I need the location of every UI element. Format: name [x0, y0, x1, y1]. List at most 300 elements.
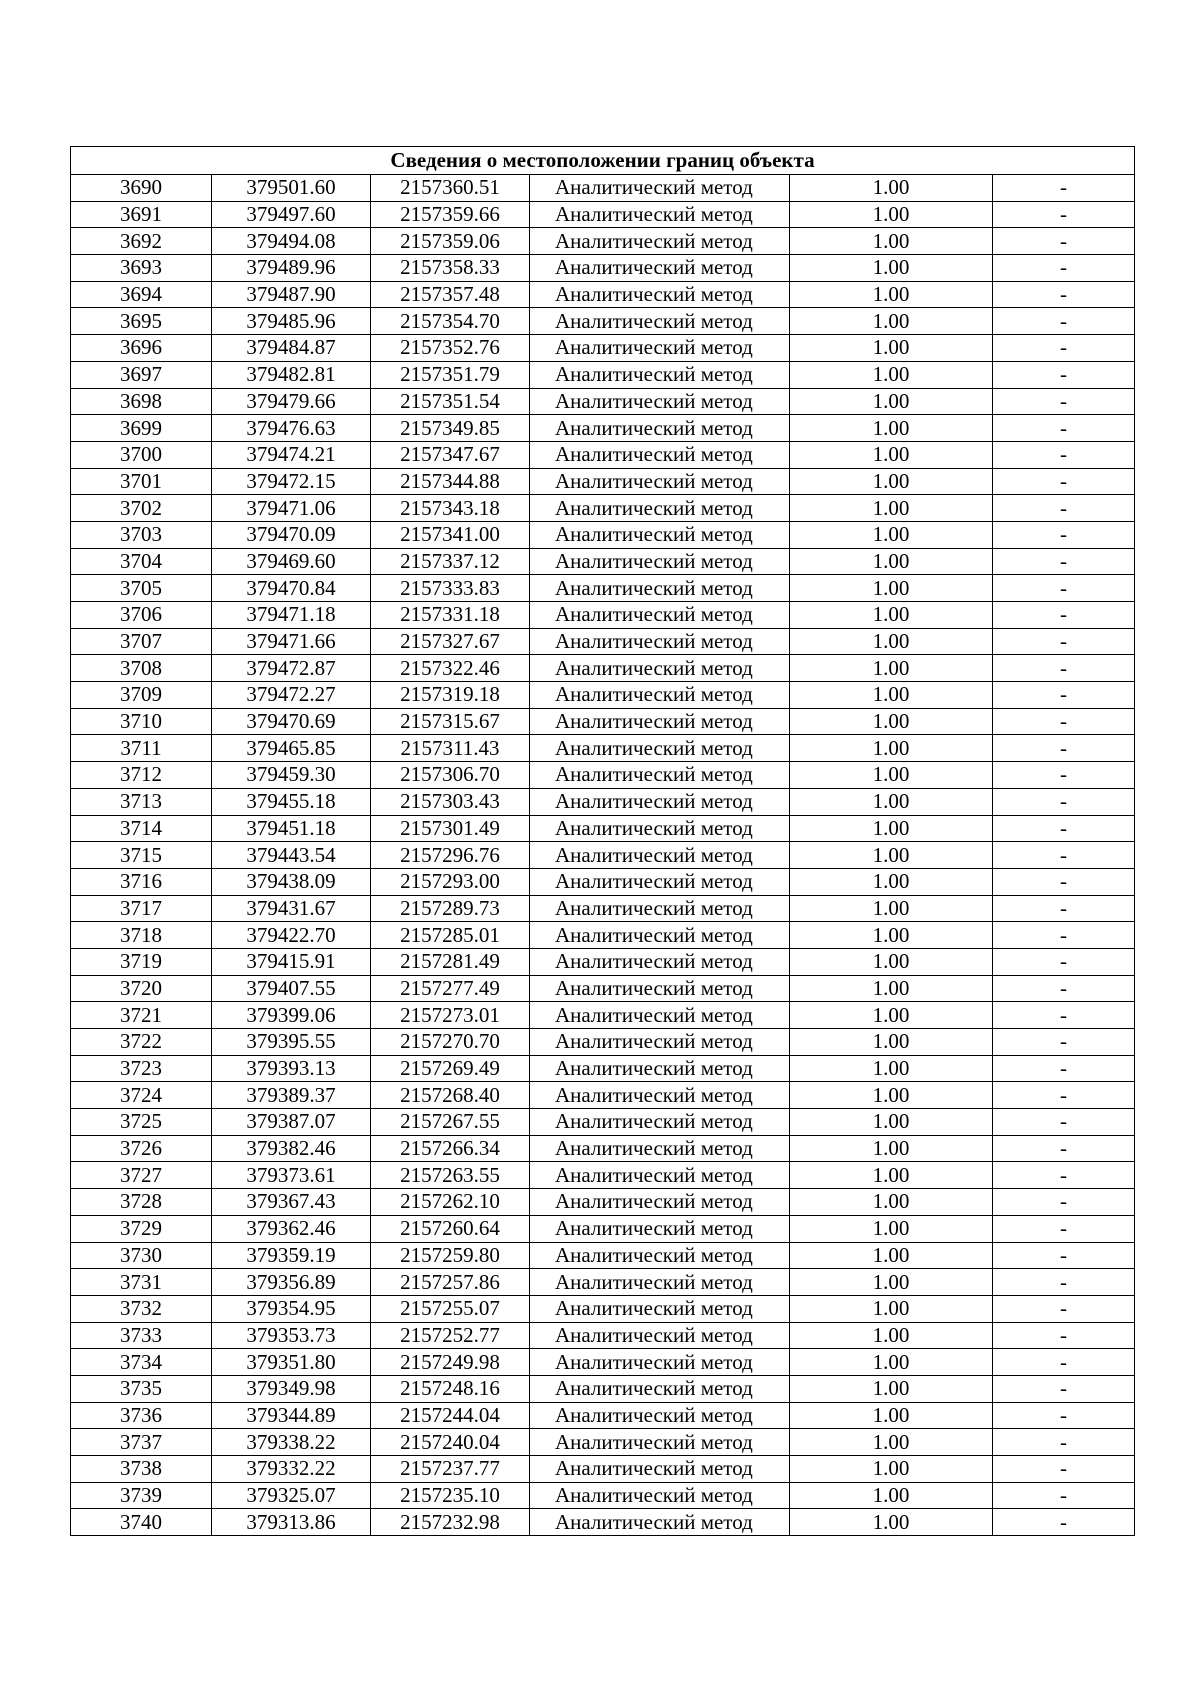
cell-accuracy: 1.00: [790, 1029, 993, 1056]
table-row: [71, 1215, 1135, 1242]
cell-coord-x: 379415.91: [212, 948, 371, 975]
cell-point-number: 3708: [71, 655, 212, 682]
cell-note: -: [993, 842, 1135, 869]
cell-accuracy: 1.00: [790, 708, 993, 735]
cell-point-number: 3735: [71, 1375, 212, 1402]
cell-note: -: [993, 1429, 1135, 1456]
cell-point-number: 3717: [71, 895, 212, 922]
cell-accuracy: 1.00: [790, 1162, 993, 1189]
cell-accuracy: 1.00: [790, 1002, 993, 1029]
cell-note: -: [993, 255, 1135, 282]
cell-coord-x: 379494.08: [212, 228, 371, 255]
cell-coord-x: 379484.87: [212, 335, 371, 362]
cell-method: Аналитический метод: [530, 468, 790, 495]
table-row: [71, 548, 1135, 575]
cell-accuracy: 1.00: [790, 1402, 993, 1429]
table-row: [71, 762, 1135, 789]
cell-method: Аналитический метод: [530, 762, 790, 789]
cell-accuracy: 1.00: [790, 1269, 993, 1296]
cell-method: Аналитический метод: [530, 228, 790, 255]
cell-accuracy: 1.00: [790, 1189, 993, 1216]
cell-method: Аналитический метод: [530, 948, 790, 975]
cell-note: -: [993, 1242, 1135, 1269]
cell-method: Аналитический метод: [530, 1402, 790, 1429]
cell-method: Аналитический метод: [530, 895, 790, 922]
table-row: [71, 922, 1135, 949]
cell-method: Аналитический метод: [530, 788, 790, 815]
cell-method: Аналитический метод: [530, 1375, 790, 1402]
cell-coord-x: 379470.09: [212, 521, 371, 548]
cell-method: Аналитический метод: [530, 922, 790, 949]
cell-note: -: [993, 1109, 1135, 1136]
cell-method: Аналитический метод: [530, 628, 790, 655]
cell-coord-x: 379438.09: [212, 868, 371, 895]
cell-accuracy: 1.00: [790, 175, 993, 202]
cell-method: Аналитический метод: [530, 255, 790, 282]
cell-coord-x: 379469.60: [212, 548, 371, 575]
table-row: [71, 1109, 1135, 1136]
cell-method: Аналитический метод: [530, 1082, 790, 1109]
cell-coord-x: 379497.60: [212, 201, 371, 228]
cell-accuracy: 1.00: [790, 682, 993, 709]
cell-coord-y: 2157232.98: [371, 1509, 530, 1536]
cell-method: Аналитический метод: [530, 175, 790, 202]
cell-point-number: 3714: [71, 815, 212, 842]
cell-coord-y: 2157257.86: [371, 1269, 530, 1296]
cell-accuracy: 1.00: [790, 1429, 993, 1456]
cell-point-number: 3690: [71, 175, 212, 202]
cell-accuracy: 1.00: [790, 655, 993, 682]
cell-accuracy: 1.00: [790, 1482, 993, 1509]
cell-coord-x: 379485.96: [212, 308, 371, 335]
cell-note: -: [993, 201, 1135, 228]
cell-coord-x: 379479.66: [212, 388, 371, 415]
cell-coord-y: 2157273.01: [371, 1002, 530, 1029]
cell-coord-y: 2157343.18: [371, 495, 530, 522]
cell-accuracy: 1.00: [790, 335, 993, 362]
cell-coord-x: 379387.07: [212, 1109, 371, 1136]
cell-accuracy: 1.00: [790, 1456, 993, 1483]
cell-method: Аналитический метод: [530, 361, 790, 388]
cell-point-number: 3738: [71, 1456, 212, 1483]
cell-accuracy: 1.00: [790, 1109, 993, 1136]
cell-note: -: [993, 1456, 1135, 1483]
cell-coord-y: 2157260.64: [371, 1215, 530, 1242]
table-row: [71, 1456, 1135, 1483]
cell-coord-y: 2157331.18: [371, 602, 530, 629]
cell-note: -: [993, 1269, 1135, 1296]
cell-accuracy: 1.00: [790, 1375, 993, 1402]
cell-coord-y: 2157303.43: [371, 788, 530, 815]
cell-coord-x: 379351.80: [212, 1349, 371, 1376]
cell-accuracy: 1.00: [790, 1082, 993, 1109]
cell-point-number: 3691: [71, 201, 212, 228]
cell-coord-x: 379362.46: [212, 1215, 371, 1242]
table-row: [71, 1029, 1135, 1056]
cell-note: -: [993, 1215, 1135, 1242]
cell-coord-y: 2157315.67: [371, 708, 530, 735]
table-row: [71, 281, 1135, 308]
cell-coord-y: 2157266.34: [371, 1135, 530, 1162]
cell-note: -: [993, 495, 1135, 522]
cell-coord-y: 2157319.18: [371, 682, 530, 709]
table-row: [71, 788, 1135, 815]
cell-coord-y: 2157327.67: [371, 628, 530, 655]
cell-note: -: [993, 1002, 1135, 1029]
cell-note: -: [993, 788, 1135, 815]
cell-coord-x: 379472.15: [212, 468, 371, 495]
table-row: [71, 415, 1135, 442]
cell-method: Аналитический метод: [530, 1029, 790, 1056]
cell-coord-x: 379389.37: [212, 1082, 371, 1109]
cell-coord-x: 379373.61: [212, 1162, 371, 1189]
cell-coord-x: 379455.18: [212, 788, 371, 815]
cell-accuracy: 1.00: [790, 895, 993, 922]
cell-note: -: [993, 602, 1135, 629]
cell-point-number: 3693: [71, 255, 212, 282]
cell-note: -: [993, 815, 1135, 842]
cell-coord-y: 2157268.40: [371, 1082, 530, 1109]
cell-note: -: [993, 1029, 1135, 1056]
table-row: [71, 815, 1135, 842]
table-row: [71, 1269, 1135, 1296]
table-row: [71, 1162, 1135, 1189]
cell-accuracy: 1.00: [790, 281, 993, 308]
cell-method: Аналитический метод: [530, 548, 790, 575]
cell-point-number: 3737: [71, 1429, 212, 1456]
cell-accuracy: 1.00: [790, 255, 993, 282]
cell-method: Аналитический метод: [530, 602, 790, 629]
cell-note: -: [993, 361, 1135, 388]
cell-coord-x: 379431.67: [212, 895, 371, 922]
cell-method: Аналитический метод: [530, 281, 790, 308]
cell-coord-y: 2157248.16: [371, 1375, 530, 1402]
cell-coord-y: 2157352.76: [371, 335, 530, 362]
table-row: [71, 201, 1135, 228]
cell-method: Аналитический метод: [530, 388, 790, 415]
cell-method: Аналитический метод: [530, 815, 790, 842]
cell-coord-y: 2157240.04: [371, 1429, 530, 1456]
table-row: [71, 948, 1135, 975]
cell-note: -: [993, 521, 1135, 548]
cell-method: Аналитический метод: [530, 575, 790, 602]
table-row: [71, 361, 1135, 388]
cell-method: Аналитический метод: [530, 1135, 790, 1162]
cell-coord-y: 2157354.70: [371, 308, 530, 335]
cell-note: -: [993, 1482, 1135, 1509]
table-row: [71, 1002, 1135, 1029]
table-row: [71, 1322, 1135, 1349]
cell-note: -: [993, 1082, 1135, 1109]
cell-point-number: 3706: [71, 602, 212, 629]
table-row: [71, 228, 1135, 255]
table-row: [71, 468, 1135, 495]
cell-coord-x: 379487.90: [212, 281, 371, 308]
cell-accuracy: 1.00: [790, 602, 993, 629]
cell-point-number: 3711: [71, 735, 212, 762]
cell-coord-y: 2157359.06: [371, 228, 530, 255]
table-row: [71, 1429, 1135, 1456]
cell-note: -: [993, 975, 1135, 1002]
cell-method: Аналитический метод: [530, 1509, 790, 1536]
cell-accuracy: 1.00: [790, 308, 993, 335]
cell-method: Аналитический метод: [530, 682, 790, 709]
table-row: [71, 521, 1135, 548]
cell-point-number: 3739: [71, 1482, 212, 1509]
table-row: [71, 655, 1135, 682]
cell-coord-x: 379359.19: [212, 1242, 371, 1269]
cell-point-number: 3699: [71, 415, 212, 442]
cell-method: Аналитический метод: [530, 708, 790, 735]
cell-method: Аналитический метод: [530, 842, 790, 869]
cell-coord-x: 379470.84: [212, 575, 371, 602]
cell-note: -: [993, 895, 1135, 922]
table-row: [71, 1055, 1135, 1082]
cell-accuracy: 1.00: [790, 1322, 993, 1349]
cell-note: -: [993, 628, 1135, 655]
table-row: [71, 868, 1135, 895]
cell-coord-y: 2157293.00: [371, 868, 530, 895]
cell-point-number: 3702: [71, 495, 212, 522]
cell-coord-x: 379325.07: [212, 1482, 371, 1509]
cell-accuracy: 1.00: [790, 575, 993, 602]
cell-coord-y: 2157359.66: [371, 201, 530, 228]
cell-coord-y: 2157358.33: [371, 255, 530, 282]
cell-point-number: 3705: [71, 575, 212, 602]
cell-method: Аналитический метод: [530, 975, 790, 1002]
cell-note: -: [993, 228, 1135, 255]
cell-note: -: [993, 441, 1135, 468]
cell-note: -: [993, 1295, 1135, 1322]
cell-coord-y: 2157249.98: [371, 1349, 530, 1376]
cell-coord-y: 2157337.12: [371, 548, 530, 575]
cell-method: Аналитический метод: [530, 735, 790, 762]
table-title-row: [71, 147, 1135, 175]
table-row: [71, 708, 1135, 735]
cell-coord-y: 2157289.73: [371, 895, 530, 922]
cell-accuracy: 1.00: [790, 201, 993, 228]
cell-note: -: [993, 281, 1135, 308]
cell-point-number: 3712: [71, 762, 212, 789]
cell-method: Аналитический метод: [530, 441, 790, 468]
cell-coord-y: 2157244.04: [371, 1402, 530, 1429]
cell-note: -: [993, 175, 1135, 202]
cell-coord-x: 379472.27: [212, 682, 371, 709]
table-row: [71, 1375, 1135, 1402]
cell-method: Аналитический метод: [530, 335, 790, 362]
cell-point-number: 3723: [71, 1055, 212, 1082]
cell-coord-x: 379356.89: [212, 1269, 371, 1296]
table-row: [71, 628, 1135, 655]
table-row: [71, 1189, 1135, 1216]
table-row: [71, 895, 1135, 922]
cell-coord-x: 379399.06: [212, 1002, 371, 1029]
cell-coord-x: 379422.70: [212, 922, 371, 949]
table-row: [71, 175, 1135, 202]
cell-coord-x: 379344.89: [212, 1402, 371, 1429]
cell-accuracy: 1.00: [790, 1242, 993, 1269]
cell-coord-y: 2157311.43: [371, 735, 530, 762]
cell-coord-y: 2157270.70: [371, 1029, 530, 1056]
cell-note: -: [993, 1189, 1135, 1216]
cell-method: Аналитический метод: [530, 1295, 790, 1322]
cell-point-number: 3710: [71, 708, 212, 735]
cell-accuracy: 1.00: [790, 1349, 993, 1376]
cell-coord-y: 2157333.83: [371, 575, 530, 602]
cell-coord-y: 2157235.10: [371, 1482, 530, 1509]
cell-accuracy: 1.00: [790, 388, 993, 415]
cell-method: Аналитический метод: [530, 1429, 790, 1456]
cell-point-number: 3732: [71, 1295, 212, 1322]
cell-method: Аналитический метод: [530, 1055, 790, 1082]
table-row: [71, 1402, 1135, 1429]
cell-coord-x: 379354.95: [212, 1295, 371, 1322]
cell-point-number: 3736: [71, 1402, 212, 1429]
cell-coord-y: 2157357.48: [371, 281, 530, 308]
cell-point-number: 3707: [71, 628, 212, 655]
cell-note: -: [993, 868, 1135, 895]
cell-method: Аналитический метод: [530, 201, 790, 228]
cell-accuracy: 1.00: [790, 1135, 993, 1162]
cell-point-number: 3730: [71, 1242, 212, 1269]
cell-accuracy: 1.00: [790, 468, 993, 495]
cell-note: -: [993, 415, 1135, 442]
cell-coord-y: 2157281.49: [371, 948, 530, 975]
cell-method: Аналитический метод: [530, 1456, 790, 1483]
cell-method: Аналитический метод: [530, 1002, 790, 1029]
cell-note: -: [993, 575, 1135, 602]
table-row: [71, 682, 1135, 709]
table-row: [71, 602, 1135, 629]
cell-note: -: [993, 1322, 1135, 1349]
cell-coord-x: 379471.06: [212, 495, 371, 522]
cell-coord-x: 379382.46: [212, 1135, 371, 1162]
cell-note: -: [993, 735, 1135, 762]
cell-note: -: [993, 1349, 1135, 1376]
cell-method: Аналитический метод: [530, 1109, 790, 1136]
cell-accuracy: 1.00: [790, 415, 993, 442]
cell-coord-x: 379407.55: [212, 975, 371, 1002]
cell-point-number: 3728: [71, 1189, 212, 1216]
cell-coord-y: 2157296.76: [371, 842, 530, 869]
cell-coord-y: 2157351.54: [371, 388, 530, 415]
cell-accuracy: 1.00: [790, 922, 993, 949]
cell-note: -: [993, 388, 1135, 415]
cell-accuracy: 1.00: [790, 1215, 993, 1242]
cell-coord-y: 2157347.67: [371, 441, 530, 468]
cell-point-number: 3740: [71, 1509, 212, 1536]
cell-coord-x: 379470.69: [212, 708, 371, 735]
cell-point-number: 3715: [71, 842, 212, 869]
cell-point-number: 3724: [71, 1082, 212, 1109]
table-row: [71, 575, 1135, 602]
cell-coord-x: 379338.22: [212, 1429, 371, 1456]
cell-point-number: 3731: [71, 1269, 212, 1296]
cell-method: Аналитический метод: [530, 415, 790, 442]
cell-coord-y: 2157267.55: [371, 1109, 530, 1136]
cell-accuracy: 1.00: [790, 1295, 993, 1322]
cell-method: Аналитический метод: [530, 1482, 790, 1509]
table-body: [71, 147, 1135, 1536]
cell-accuracy: 1.00: [790, 628, 993, 655]
cell-point-number: 3721: [71, 1002, 212, 1029]
table-row: [71, 1135, 1135, 1162]
table-row: [71, 1349, 1135, 1376]
cell-point-number: 3719: [71, 948, 212, 975]
cell-point-number: 3694: [71, 281, 212, 308]
cell-accuracy: 1.00: [790, 228, 993, 255]
table-row: [71, 1082, 1135, 1109]
cell-point-number: 3692: [71, 228, 212, 255]
cell-coord-x: 379313.86: [212, 1509, 371, 1536]
cell-point-number: 3709: [71, 682, 212, 709]
cell-method: Аналитический метод: [530, 521, 790, 548]
cell-coord-x: 379353.73: [212, 1322, 371, 1349]
cell-point-number: 3701: [71, 468, 212, 495]
cell-point-number: 3703: [71, 521, 212, 548]
cell-note: -: [993, 1375, 1135, 1402]
cell-accuracy: 1.00: [790, 975, 993, 1002]
cell-accuracy: 1.00: [790, 521, 993, 548]
cell-note: -: [993, 335, 1135, 362]
cell-point-number: 3698: [71, 388, 212, 415]
cell-point-number: 3704: [71, 548, 212, 575]
cell-point-number: 3700: [71, 441, 212, 468]
cell-coord-x: 379367.43: [212, 1189, 371, 1216]
cell-coord-y: 2157322.46: [371, 655, 530, 682]
cell-coord-y: 2157301.49: [371, 815, 530, 842]
cell-point-number: 3716: [71, 868, 212, 895]
cell-note: -: [993, 762, 1135, 789]
cell-method: Аналитический метод: [530, 495, 790, 522]
cell-point-number: 3729: [71, 1215, 212, 1242]
cell-point-number: 3734: [71, 1349, 212, 1376]
boundary-coordinates-table: [70, 146, 1135, 1536]
cell-coord-y: 2157349.85: [371, 415, 530, 442]
cell-coord-y: 2157255.07: [371, 1295, 530, 1322]
cell-note: -: [993, 682, 1135, 709]
cell-method: Аналитический метод: [530, 1322, 790, 1349]
cell-coord-y: 2157252.77: [371, 1322, 530, 1349]
cell-method: Аналитический метод: [530, 868, 790, 895]
cell-accuracy: 1.00: [790, 762, 993, 789]
cell-accuracy: 1.00: [790, 495, 993, 522]
cell-coord-y: 2157269.49: [371, 1055, 530, 1082]
cell-coord-x: 379476.63: [212, 415, 371, 442]
cell-coord-x: 379349.98: [212, 1375, 371, 1402]
cell-note: -: [993, 922, 1135, 949]
cell-coord-x: 379501.60: [212, 175, 371, 202]
cell-method: Аналитический метод: [530, 1215, 790, 1242]
cell-note: -: [993, 1135, 1135, 1162]
cell-coord-y: 2157277.49: [371, 975, 530, 1002]
cell-method: Аналитический метод: [530, 1162, 790, 1189]
cell-note: -: [993, 655, 1135, 682]
cell-accuracy: 1.00: [790, 815, 993, 842]
cell-method: Аналитический метод: [530, 1349, 790, 1376]
cell-point-number: 3720: [71, 975, 212, 1002]
table-row: [71, 1482, 1135, 1509]
cell-note: -: [993, 308, 1135, 335]
table-row: [71, 735, 1135, 762]
cell-coord-x: 379395.55: [212, 1029, 371, 1056]
cell-point-number: 3697: [71, 361, 212, 388]
cell-coord-y: 2157263.55: [371, 1162, 530, 1189]
cell-accuracy: 1.00: [790, 1055, 993, 1082]
table-row: [71, 975, 1135, 1002]
cell-accuracy: 1.00: [790, 548, 993, 575]
cell-coord-x: 379459.30: [212, 762, 371, 789]
